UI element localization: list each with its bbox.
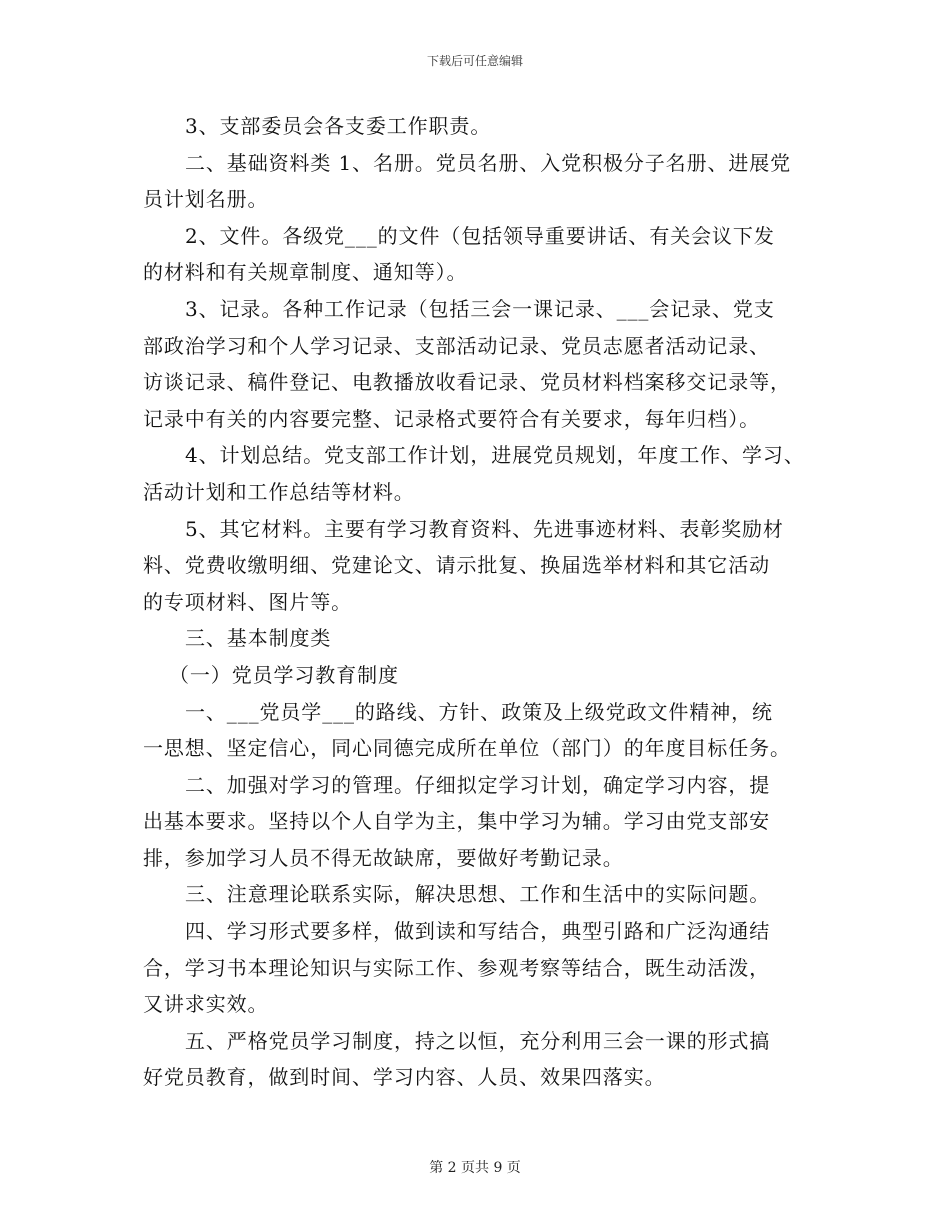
paragraph-line: 的材料和有关规章制度、通知等）。 — [143, 260, 468, 285]
paragraph-line: 的专项材料、图片等。 — [143, 589, 352, 614]
paragraph-line: 3、支部委员会各支委工作职责。 — [185, 114, 492, 138]
paragraph-line: 访谈记录、稿件登记、电教播放收看记录、党员材料档案移交记录等， — [143, 370, 791, 395]
paragraph-line: 一、___党员学___的路线、方针、政策及上级党政文件精神，统 — [185, 699, 773, 724]
paragraph-line: 活动计划和工作总结等材料。 — [143, 479, 415, 504]
paragraph-line: 四、学习形式要多样，做到读和写结合，典型引路和广泛沟通结 — [185, 919, 771, 944]
paragraph-line: 二、基础资料类 1、名册。党员名册、入党积极分子名册、进展党 — [185, 150, 792, 175]
document-body — [143, 108, 813, 1096]
paragraph-line: 合，学习书本理论知识与实际工作、参观考察等结合，既生动活泼， — [143, 955, 770, 980]
paragraph-line: 又讲求实效。 — [143, 992, 269, 1017]
paragraph-line: 料、党费收缴明细、党建论文、请示批复、换届选举材料和其它活动 — [143, 553, 770, 578]
paragraph-line: 三、注意理论联系实际，解决思想、工作和生活中的实际问题。 — [185, 882, 771, 907]
paragraph-line: 出基本要求。坚持以个人自学为主，集中学习为辅。学习由党支部安 — [143, 809, 770, 834]
paragraph-line: 二、加强对学习的管理。仔细拟定学习计划，确定学习内容，提 — [185, 772, 771, 797]
paragraph-line: 一思想、坚定信心，同心同德完成所在单位（部门）的年度目标任务。 — [143, 736, 791, 761]
paragraph-line: 5、其它材料。主要有学习教育资料、先进事迹材料、表彰奖励材 — [185, 516, 784, 541]
paragraph-line: 五、严格党员学习制度，持之以恒，充分利用三会一课的形式搞 — [185, 1028, 771, 1053]
paragraph-line: 记录中有关的内容要完整、记录格式要符合有关要求，每年归档）。 — [143, 406, 760, 431]
paragraph-line: 部政治学习和个人学习记录、支部活动记录、党员志愿者活动记录、 — [143, 333, 770, 358]
paragraph-line: 员计划名册。 — [143, 187, 269, 212]
paragraph-line: 2、文件。各级党___的文件（包括领导重要讲话、有关会议下发 — [185, 223, 775, 248]
page-number: 第 2 页共 9 页 — [429, 1160, 521, 1176]
section-heading: 三、基本制度类 — [185, 626, 332, 651]
page-header: 下载后可任意编辑 — [426, 54, 523, 68]
paragraph-line: 好党员教育，做到时间、学习内容、人员、效果四落实。 — [143, 1065, 666, 1090]
subsection-heading: （一）党员学习教育制度 — [169, 662, 399, 687]
paragraph-line: 3、记录。各种工作记录（包括三会一课记录、___会记录、党支 — [185, 296, 775, 321]
paragraph-line: 排，参加学习人员不得无故缺席，要做好考勤记录。 — [143, 845, 624, 870]
paragraph-line: 4、计划总结。党支部工作计划，进展党员规划，年度工作、学习、 — [185, 443, 805, 468]
